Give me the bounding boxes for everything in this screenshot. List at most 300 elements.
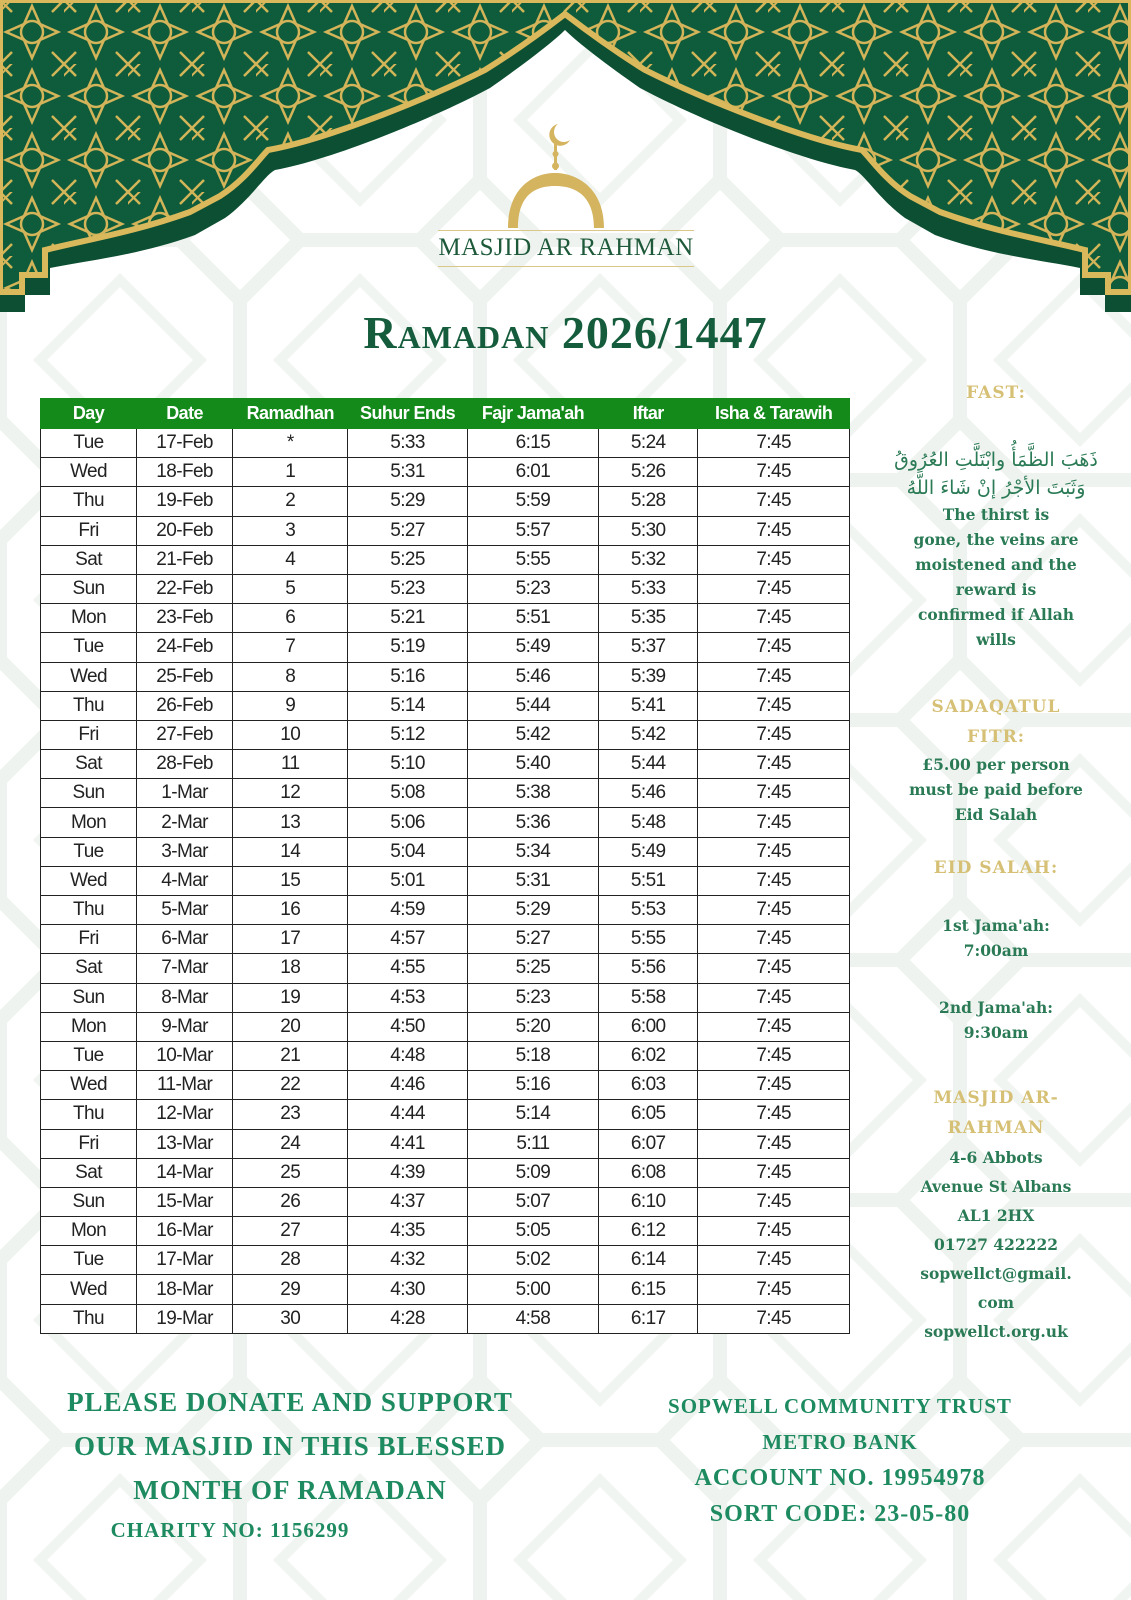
table-cell: 7:45: [698, 1012, 850, 1041]
table-cell: 5:00: [467, 1275, 598, 1304]
table-cell: 5:51: [599, 866, 698, 895]
table-cell: 4:44: [348, 1100, 467, 1129]
text-line: Eid Salah: [954, 805, 1038, 824]
table-cell: 23-Feb: [137, 604, 233, 633]
table-cell: Thu: [41, 896, 137, 925]
table-cell: 7:45: [698, 1100, 850, 1129]
bank-details: [630, 1388, 1050, 1532]
contact-section: [890, 1083, 1102, 1346]
masjid-logo: [438, 118, 694, 268]
table-cell: 5:02: [467, 1246, 598, 1275]
table-cell: 7:45: [698, 808, 850, 837]
table-row: [41, 1100, 850, 1129]
table-cell: Thu: [41, 1304, 137, 1333]
table-cell: 4:39: [348, 1158, 467, 1187]
table-cell: Fri: [41, 1129, 137, 1158]
table-cell: 6:15: [599, 1275, 698, 1304]
table-cell: 14: [233, 837, 348, 866]
table-cell: 5:09: [467, 1158, 598, 1187]
phone-number[interactable]: 01727 422222: [933, 1235, 1059, 1254]
page-title: Ramadan 2026/1447: [363, 307, 768, 358]
table-cell: 24-Feb: [137, 633, 233, 662]
table-cell: 7:45: [698, 1041, 850, 1070]
table-cell: 9: [233, 691, 348, 720]
table-row: [41, 983, 850, 1012]
table-cell: 5:07: [467, 1187, 598, 1216]
heading-line: FITR:: [966, 727, 1026, 747]
table-cell: 6:17: [599, 1304, 698, 1333]
table-row: [41, 720, 850, 749]
ramadan-timetable: [40, 398, 850, 1334]
table-cell: 7:45: [698, 1304, 850, 1333]
table-cell: Tue: [41, 837, 137, 866]
fast-heading: FAST:: [966, 383, 1026, 403]
table-cell: Thu: [41, 1100, 137, 1129]
eid-first-jamaah: [890, 913, 1102, 963]
table-cell: 5:27: [467, 925, 598, 954]
table-cell: 5:16: [467, 1071, 598, 1100]
table-cell: 4:53: [348, 983, 467, 1012]
table-cell: 5:24: [599, 429, 698, 458]
table-cell: 25-Feb: [137, 662, 233, 691]
email-link[interactable]: com: [977, 1293, 1015, 1312]
table-cell: Sat: [41, 954, 137, 983]
table-cell: 6:07: [599, 1129, 698, 1158]
table-cell: Mon: [41, 1217, 137, 1246]
column-header: Suhur Ends: [348, 399, 467, 429]
table-cell: Sun: [41, 779, 137, 808]
table-cell: 7:45: [698, 1158, 850, 1187]
donate-line: MONTH OF RAMADAN: [133, 1475, 447, 1505]
table-cell: 5:14: [348, 691, 467, 720]
table-row: [41, 545, 850, 574]
table-cell: 5: [233, 574, 348, 603]
address-line: 4-6 Abbots: [949, 1148, 1043, 1167]
eid-second-jamaah: [890, 995, 1102, 1045]
table-cell: 5:23: [467, 574, 598, 603]
table-row: [41, 1071, 850, 1100]
table-cell: 27: [233, 1217, 348, 1246]
table-cell: 4:32: [348, 1246, 467, 1275]
table-cell: 16-Mar: [137, 1217, 233, 1246]
table-cell: 7:45: [698, 516, 850, 545]
table-cell: 13-Mar: [137, 1129, 233, 1158]
table-cell: 18-Feb: [137, 458, 233, 487]
column-header: Fajr Jama'ah: [467, 399, 598, 429]
table-row: [41, 1041, 850, 1070]
table-cell: 5:35: [599, 604, 698, 633]
table-row: [41, 633, 850, 662]
table-cell: 5:29: [348, 487, 467, 516]
translation-line: moistened and the: [915, 555, 1077, 574]
table-cell: 7: [233, 633, 348, 662]
table-cell: 19-Mar: [137, 1304, 233, 1333]
table-cell: 4:59: [348, 896, 467, 925]
table-cell: 7:45: [698, 954, 850, 983]
table-cell: 29: [233, 1275, 348, 1304]
contact-heading: [890, 1083, 1102, 1143]
table-cell: Sun: [41, 1187, 137, 1216]
table-cell: 7:45: [698, 574, 850, 603]
table-row: [41, 896, 850, 925]
table-cell: 5:04: [348, 837, 467, 866]
table-cell: 5:11: [467, 1129, 598, 1158]
table-cell: 7:45: [698, 458, 850, 487]
table-cell: Fri: [41, 925, 137, 954]
table-cell: Tue: [41, 633, 137, 662]
sadaqa-heading: [890, 692, 1102, 752]
email-link[interactable]: sopwellct@gmail.: [920, 1264, 1072, 1283]
table-cell: 7:45: [698, 925, 850, 954]
table-row: [41, 779, 850, 808]
table-cell: 23: [233, 1100, 348, 1129]
table-cell: 7-Mar: [137, 954, 233, 983]
first-jamaah-label: 1st Jama'ah:: [942, 916, 1050, 935]
table-cell: 6:12: [599, 1217, 698, 1246]
first-jamaah-time: 7:00am: [963, 941, 1029, 960]
table-row: [41, 691, 850, 720]
table-cell: Wed: [41, 1071, 137, 1100]
table-row: [41, 1158, 850, 1187]
table-cell: 1: [233, 458, 348, 487]
table-cell: 5:01: [348, 866, 467, 895]
table-cell: 6:03: [599, 1071, 698, 1100]
table-cell: 2-Mar: [137, 808, 233, 837]
table-cell: 6:01: [467, 458, 598, 487]
table-row: [41, 1246, 850, 1275]
table-cell: 4:28: [348, 1304, 467, 1333]
table-row: [41, 429, 850, 458]
translation-line: wills: [976, 630, 1016, 649]
translation-line: The thirst is: [942, 505, 1050, 524]
table-cell: 7:45: [698, 487, 850, 516]
table-cell: 15: [233, 866, 348, 895]
table-cell: 17-Mar: [137, 1246, 233, 1275]
table-row: [41, 662, 850, 691]
table-cell: 4: [233, 545, 348, 574]
table-cell: 7:45: [698, 983, 850, 1012]
table-cell: 5:32: [599, 545, 698, 574]
table-cell: 17-Feb: [137, 429, 233, 458]
table-cell: Mon: [41, 808, 137, 837]
text-line: £5.00 per person: [922, 755, 1070, 774]
table-cell: 5:31: [467, 866, 598, 895]
table-cell: 6:08: [599, 1158, 698, 1187]
table-cell: 5:48: [599, 808, 698, 837]
table-cell: 10: [233, 720, 348, 749]
table-cell: 5:30: [599, 516, 698, 545]
table-cell: 3: [233, 516, 348, 545]
table-cell: Fri: [41, 516, 137, 545]
table-cell: 13: [233, 808, 348, 837]
table-cell: 7:45: [698, 429, 850, 458]
table-cell: 5:44: [599, 750, 698, 779]
table-cell: 21-Feb: [137, 545, 233, 574]
table-cell: 5:49: [599, 837, 698, 866]
table-cell: 21: [233, 1041, 348, 1070]
column-header: Ramadhan: [233, 399, 348, 429]
sadaqatul-fitr-section: [890, 692, 1102, 827]
table-row: [41, 866, 850, 895]
heading-line: RAHMAN: [947, 1118, 1045, 1138]
contact-details: [890, 1143, 1102, 1346]
table-cell: Thu: [41, 691, 137, 720]
table-row: [41, 954, 850, 983]
table-cell: 30: [233, 1304, 348, 1333]
table-cell: Tue: [41, 1041, 137, 1070]
table-cell: 5:12: [348, 720, 467, 749]
table-cell: 16: [233, 896, 348, 925]
table-cell: 5:18: [467, 1041, 598, 1070]
table-cell: 5:40: [467, 750, 598, 779]
trust-name: SOPWELL COMMUNITY TRUST: [668, 1394, 1012, 1418]
table-cell: 5:25: [348, 545, 467, 574]
masjid-name: MASJID AR RAHMAN: [438, 230, 694, 267]
table-cell: 5:27: [348, 516, 467, 545]
table-cell: 4:41: [348, 1129, 467, 1158]
table-cell: 7:45: [698, 720, 850, 749]
sadaqa-text: [890, 752, 1102, 827]
second-jamaah-time: 9:30am: [963, 1023, 1029, 1042]
table-row: [41, 574, 850, 603]
table-cell: 19: [233, 983, 348, 1012]
table-cell: 4:37: [348, 1187, 467, 1216]
table-cell: Wed: [41, 458, 137, 487]
table-cell: 5:05: [467, 1217, 598, 1246]
table-cell: Wed: [41, 1275, 137, 1304]
table-cell: 5:23: [348, 574, 467, 603]
table-cell: 7:45: [698, 1187, 850, 1216]
table-row: [41, 750, 850, 779]
table-row: [41, 1012, 850, 1041]
table-cell: 5:16: [348, 662, 467, 691]
table-cell: Mon: [41, 1012, 137, 1041]
fast-dua-translation: [890, 502, 1102, 652]
table-row: [41, 1304, 850, 1333]
translation-line: confirmed if Allah: [917, 605, 1075, 624]
table-cell: 5:26: [599, 458, 698, 487]
table-cell: 6:14: [599, 1246, 698, 1275]
table-row: [41, 1187, 850, 1216]
table-cell: Mon: [41, 604, 137, 633]
table-row: [41, 837, 850, 866]
eid-salah-section: [890, 853, 1102, 1045]
table-cell: 5:46: [467, 662, 598, 691]
table-cell: 5:31: [348, 458, 467, 487]
table-cell: 7:45: [698, 662, 850, 691]
table-cell: 5:10: [348, 750, 467, 779]
column-header: Isha & Tarawih: [698, 399, 850, 429]
table-cell: 22-Feb: [137, 574, 233, 603]
table-cell: 6:02: [599, 1041, 698, 1070]
table-cell: 7:45: [698, 1275, 850, 1304]
table-cell: 5:46: [599, 779, 698, 808]
table-cell: 4:30: [348, 1275, 467, 1304]
table-cell: 26: [233, 1187, 348, 1216]
table-cell: 5:28: [599, 487, 698, 516]
table-cell: Sat: [41, 545, 137, 574]
table-cell: 5:33: [599, 574, 698, 603]
table-cell: 5:37: [599, 633, 698, 662]
table-cell: 5:29: [467, 896, 598, 925]
table-cell: 5:25: [467, 954, 598, 983]
table-row: [41, 1275, 850, 1304]
table-cell: 25: [233, 1158, 348, 1187]
table-cell: 17: [233, 925, 348, 954]
table-cell: 19-Feb: [137, 487, 233, 516]
donate-appeal: [20, 1380, 560, 1548]
charity-number: CHARITY NO: 1156299: [110, 1518, 350, 1542]
fast-dua-arabic: ذَهَبَ الظَّمَأُ وابْتَلَّتِ العُرُوقُ وَثَبَتَ الأجْرُ إنْ شَاءَ اللَّهُ: [894, 449, 1098, 499]
table-cell: 5:21: [348, 604, 467, 633]
table-cell: 14-Mar: [137, 1158, 233, 1187]
donate-line: OUR MASJID IN THIS BLESSED: [73, 1431, 507, 1461]
table-cell: 5:59: [467, 487, 598, 516]
table-cell: 5:55: [467, 545, 598, 574]
table-cell: Wed: [41, 662, 137, 691]
translation-line: gone, the veins are: [913, 530, 1079, 549]
table-cell: 5:57: [467, 516, 598, 545]
table-cell: 20-Feb: [137, 516, 233, 545]
table-cell: 8-Mar: [137, 983, 233, 1012]
table-cell: 7:45: [698, 1129, 850, 1158]
table-cell: 8: [233, 662, 348, 691]
table-cell: 7:45: [698, 779, 850, 808]
table-row: [41, 925, 850, 954]
column-header: Iftar: [599, 399, 698, 429]
heading-line: SADAQATUL: [931, 697, 1061, 717]
table-cell: 28: [233, 1246, 348, 1275]
table-cell: 12: [233, 779, 348, 808]
table-cell: 5:39: [599, 662, 698, 691]
table-cell: Thu: [41, 487, 137, 516]
table-cell: Sun: [41, 983, 137, 1012]
table-cell: 7:45: [698, 604, 850, 633]
table-cell: 9-Mar: [137, 1012, 233, 1041]
table-cell: Tue: [41, 429, 137, 458]
heading-line: MASJID AR-: [933, 1088, 1059, 1108]
second-jamaah-label: 2nd Jama'ah:: [939, 998, 1053, 1017]
table-cell: 7:45: [698, 896, 850, 925]
table-cell: 26-Feb: [137, 691, 233, 720]
table-cell: 5:42: [599, 720, 698, 749]
table-cell: 5:19: [348, 633, 467, 662]
table-cell: 15-Mar: [137, 1187, 233, 1216]
table-cell: 20: [233, 1012, 348, 1041]
table-cell: 7:45: [698, 691, 850, 720]
translation-line: reward is: [955, 580, 1037, 599]
table-cell: 5:20: [467, 1012, 598, 1041]
sort-code: SORT CODE: 23-05-80: [709, 1501, 971, 1527]
table-cell: 5:23: [467, 983, 598, 1012]
bank-name: METRO BANK: [762, 1430, 918, 1454]
table-cell: 7:45: [698, 837, 850, 866]
table-cell: Fri: [41, 720, 137, 749]
column-header: Day: [41, 399, 137, 429]
table-cell: 11-Mar: [137, 1071, 233, 1100]
table-cell: 7:45: [698, 1246, 850, 1275]
eid-heading: EID SALAH:: [933, 858, 1059, 878]
table-cell: 5:55: [599, 925, 698, 954]
table-cell: 4:50: [348, 1012, 467, 1041]
table-cell: 28-Feb: [137, 750, 233, 779]
table-header-row: [41, 399, 850, 429]
table-cell: Sat: [41, 1158, 137, 1187]
table-cell: 5:41: [599, 691, 698, 720]
table-cell: 4:46: [348, 1071, 467, 1100]
table-cell: 4:48: [348, 1041, 467, 1070]
table-cell: 5:06: [348, 808, 467, 837]
table-cell: 22: [233, 1071, 348, 1100]
table-cell: 5:53: [599, 896, 698, 925]
table-cell: 5:58: [599, 983, 698, 1012]
mosque-dome-crescent-icon: [438, 118, 694, 230]
table-row: [41, 604, 850, 633]
table-row: [41, 458, 850, 487]
text-line: must be paid before: [909, 780, 1083, 799]
table-cell: 6:10: [599, 1187, 698, 1216]
table-cell: 7:45: [698, 545, 850, 574]
table-cell: 10-Mar: [137, 1041, 233, 1070]
table-cell: 6-Mar: [137, 925, 233, 954]
table-cell: 18: [233, 954, 348, 983]
info-sidebar: [890, 378, 1102, 1346]
table-cell: 6:05: [599, 1100, 698, 1129]
table-cell: *: [233, 429, 348, 458]
table-cell: 11: [233, 750, 348, 779]
address-line: Avenue St Albans: [920, 1177, 1072, 1196]
table-cell: 5:49: [467, 633, 598, 662]
table-cell: 5:42: [467, 720, 598, 749]
table-row: [41, 1129, 850, 1158]
table-cell: 1-Mar: [137, 779, 233, 808]
table-cell: 6: [233, 604, 348, 633]
table-cell: 7:45: [698, 633, 850, 662]
table-cell: 5:51: [467, 604, 598, 633]
table-cell: 5:56: [599, 954, 698, 983]
account-number: ACCOUNT NO. 19954978: [694, 1465, 986, 1491]
table-cell: Sun: [41, 574, 137, 603]
table-cell: 5:44: [467, 691, 598, 720]
table-cell: 4:58: [467, 1304, 598, 1333]
table-cell: 7:45: [698, 750, 850, 779]
table-cell: Wed: [41, 866, 137, 895]
table-cell: 7:45: [698, 1071, 850, 1100]
address-line: AL1 2HX: [957, 1206, 1035, 1225]
table-row: [41, 808, 850, 837]
table-cell: Tue: [41, 1246, 137, 1275]
table-row: [41, 516, 850, 545]
table-cell: 2: [233, 487, 348, 516]
table-cell: 4:57: [348, 925, 467, 954]
website-link[interactable]: sopwellct.org.uk: [924, 1322, 1068, 1341]
table-cell: 4-Mar: [137, 866, 233, 895]
table-cell: 18-Mar: [137, 1275, 233, 1304]
table-cell: 5:34: [467, 837, 598, 866]
table-cell: 5:08: [348, 779, 467, 808]
table-row: [41, 1217, 850, 1246]
donate-line: PLEASE DONATE AND SUPPORT: [67, 1387, 513, 1417]
table-cell: 4:55: [348, 954, 467, 983]
table-cell: 7:45: [698, 1217, 850, 1246]
column-header: Date: [137, 399, 233, 429]
table-cell: 5:38: [467, 779, 598, 808]
table-cell: 5:36: [467, 808, 598, 837]
table-row: [41, 487, 850, 516]
fast-section: [890, 378, 1102, 652]
table-cell: 27-Feb: [137, 720, 233, 749]
table-cell: 6:00: [599, 1012, 698, 1041]
